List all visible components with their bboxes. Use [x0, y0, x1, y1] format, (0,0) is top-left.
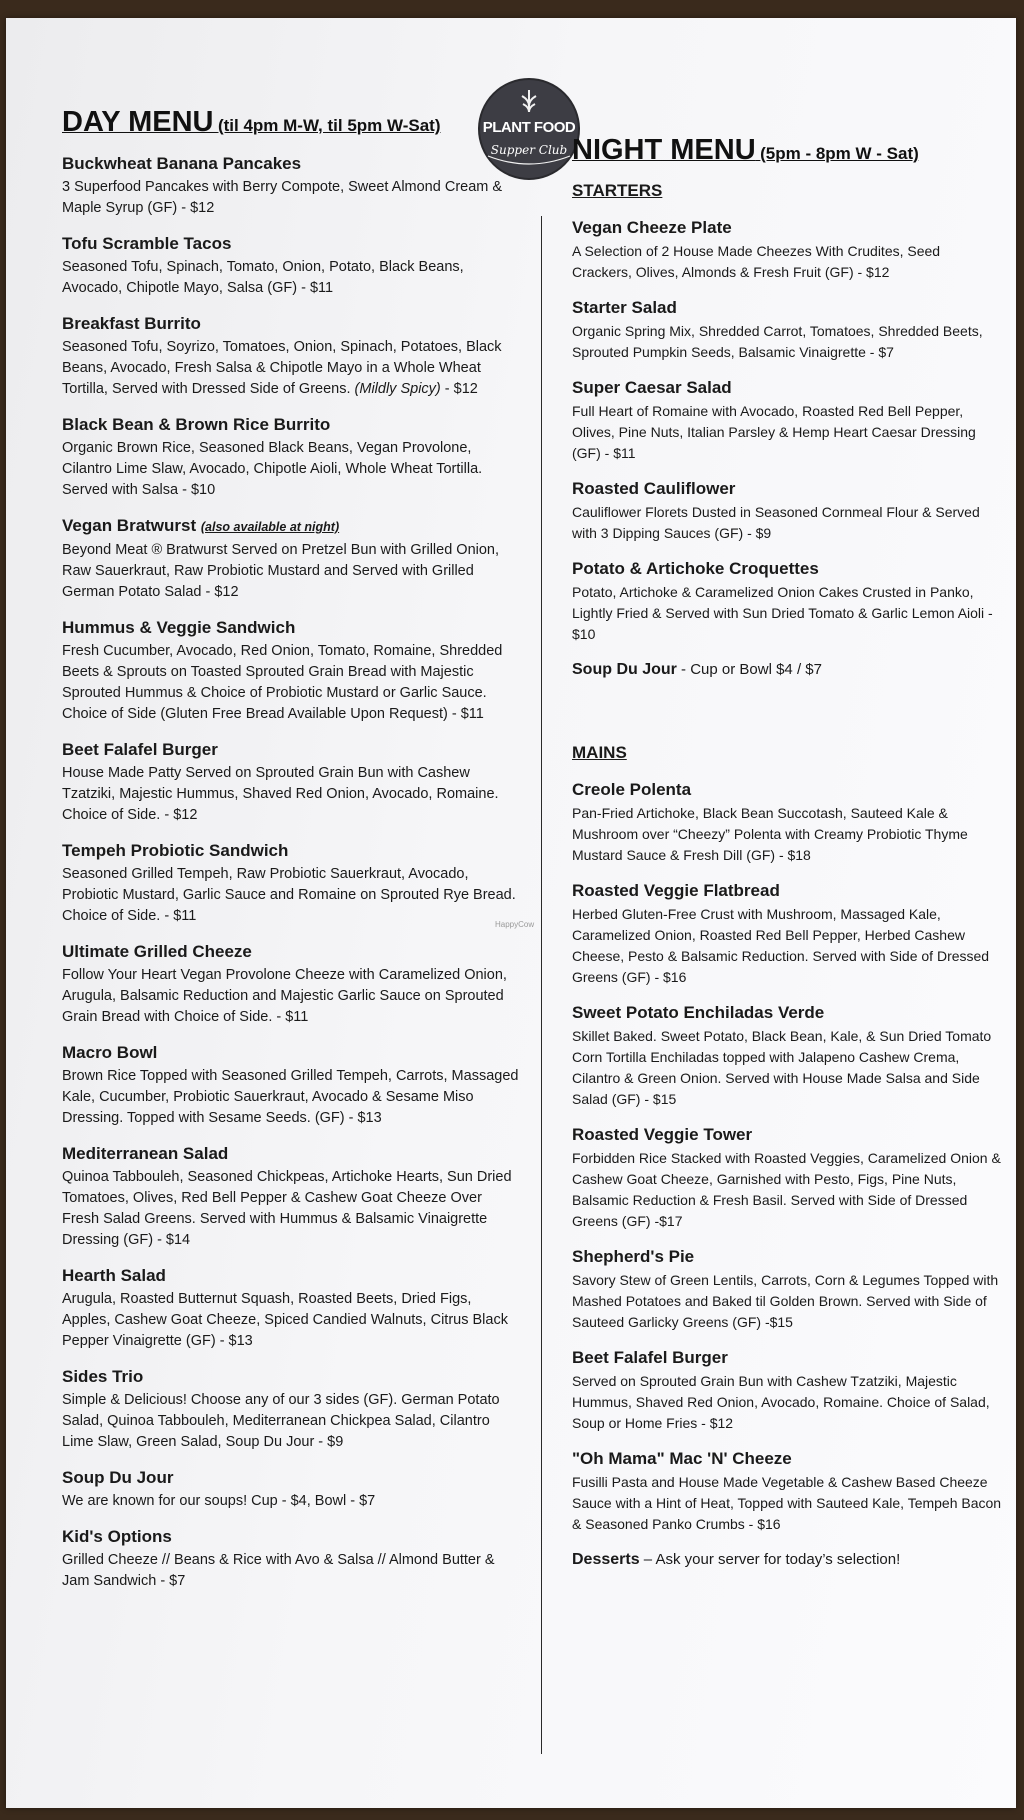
item-description: Follow Your Heart Vegan Provolone Cheeze with Caramelized Onion, Arugula, Balsamic Reduction and Majestic Garlic Sauce on Sprouted Grain Bread with Choice of Side. - $11	[62, 967, 507, 1025]
mains-heading: MAINS	[572, 743, 627, 762]
desserts-item	[572, 1549, 1002, 1571]
menu-item	[572, 1448, 1002, 1535]
item-description-text: Seasoned Tofu, Soyrizo, Tomatoes, Onion, Spinach, Potatoes, Black Beans, Avocado, Fresh Salsa & Chipotle Mayo in a Whole Wheat Tortilla, Served with Dressed Side of Greens.	[62, 339, 502, 397]
item-price: - $12	[440, 381, 478, 397]
item-description: Served on Sprouted Grain Bun with Cashew Tzatziki, Majestic Hummus, Shaved Red Onion, Avocado, Romaine. Choice of Salad, Soup or Home Fries - $12	[572, 1373, 990, 1431]
menu-item	[62, 414, 522, 501]
column-divider	[541, 216, 542, 1754]
item-name: "Oh Mama" Mac 'N' Cheeze	[572, 1449, 792, 1468]
item-description: Grilled Cheeze // Beans & Rice with Avo & Salsa // Almond Butter & Jam Sandwich - $7	[62, 1552, 495, 1589]
item-name: Black Bean & Brown Rice Burrito	[62, 415, 331, 434]
night-menu-header	[572, 134, 1002, 167]
item-name: Beet Falafel Burger	[572, 1348, 728, 1367]
item-name: Tofu Scramble Tacos	[62, 234, 232, 253]
item-name: Roasted Veggie Flatbread	[572, 881, 780, 900]
availability-note: (also available at night)	[200, 520, 340, 534]
item-name: Buckwheat Banana Pancakes	[62, 154, 302, 173]
menu-item	[62, 840, 522, 927]
item-description	[62, 337, 522, 400]
menu-item	[62, 1526, 522, 1592]
day-menu-header	[62, 106, 522, 139]
item-name: Breakfast Burrito	[62, 314, 201, 333]
night-soup-item	[572, 659, 1002, 681]
item-name: Creole Polenta	[572, 780, 692, 799]
item-name: Shepherd's Pie	[572, 1247, 695, 1266]
watermark: HappyCow	[495, 920, 535, 929]
menu-item	[572, 297, 1002, 363]
item-description: – Ask your server for today’s selection!	[639, 1551, 901, 1568]
item-description: Skillet Baked. Sweet Potato, Black Bean, Kale, & Sun Dried Tomato Corn Tortilla Enchiladas topped with Jalapeno Cashew Crema, Cilantro & Green Onion. Served with House Made Salsa and Side Salad (GF) - $15	[572, 1028, 992, 1107]
item-description: Arugula, Roasted Butternut Squash, Roasted Beets, Dried Figs, Apples, Cashew Goat Cheeze, Spiced Candied Walnuts, Citrus Black Pepper Vinaigrette (GF) - $13	[62, 1291, 508, 1349]
item-description: - Cup or Bowl $4 / $7	[676, 661, 822, 678]
item-name: Kid's Options	[62, 1527, 172, 1546]
menu-item	[62, 313, 522, 400]
starters-heading: STARTERS	[572, 181, 663, 200]
day-menu-hours: (til 4pm M-W, til 5pm W-Sat)	[217, 116, 441, 135]
menu-item	[572, 478, 1002, 544]
item-name: Roasted Cauliflower	[572, 479, 736, 498]
spice-note: (Mildly Spicy)	[354, 381, 441, 397]
menu-item	[572, 779, 1002, 866]
item-name: Vegan Bratwurst	[62, 516, 197, 535]
item-name: Starter Salad	[572, 298, 677, 317]
item-name: Mediterranean Salad	[62, 1144, 229, 1163]
item-description: Savory Stew of Green Lentils, Carrots, Corn & Legumes Topped with Mashed Potatoes and Baked til Golden Brown. Served with Side of Sauteed Garlicky Greens (GF) -$15	[572, 1272, 999, 1330]
item-description: Quinoa Tabbouleh, Seasoned Chickpeas, Artichoke Hearts, Sun Dried Tomatoes, Olives, Red Bell Pepper & Cashew Goat Cheeze Over Fresh Salad Greens. Served with Hummus & Balsamic Vinaigrette Dressing (GF) - $14	[62, 1169, 512, 1248]
item-name: Super Caesar Salad	[572, 378, 732, 397]
item-name: Soup Du Jour	[62, 1468, 174, 1487]
menu-item	[572, 1124, 1002, 1232]
menu-item	[62, 153, 522, 219]
item-description: Herbed Gluten-Free Crust with Mushroom, Massaged Kale, Caramelized Onion, Roasted Red Bell Pepper, Herbed Cashew Cheese, Pesto & Balsamic Reduction. Served with Side of Dressed Greens (GF) - $16	[572, 906, 990, 985]
item-name: Vegan Cheeze Plate	[572, 218, 732, 237]
day-menu-title: DAY MENU	[62, 106, 214, 138]
item-description: Potato, Artichoke & Caramelized Onion Cakes Crusted in Panko, Lightly Fried & Served with Sun Dried Tomato & Garlic Lemon Aioli - $10	[572, 584, 993, 642]
item-description: Seasoned Tofu, Spinach, Tomato, Onion, Potato, Black Beans, Avocado, Chipotle Mayo, Salsa (GF) - $11	[62, 259, 464, 296]
item-description: Organic Spring Mix, Shredded Carrot, Tomatoes, Shredded Beets, Sprouted Pumpkin Seeds, Balsamic Vinaigrette - $7	[572, 323, 983, 360]
item-description: Fresh Cucumber, Avocado, Red Onion, Tomato, Romaine, Shredded Beets & Sprouts on Toasted Sprouted Grain Bread with Majestic Sprouted Hummus & Choice of Probiotic Mustard or Garlic Sauce. Choice of Side (Gluten Free Bread Available Upon Request) - $11	[62, 643, 503, 722]
item-description: 3 Superfood Pancakes with Berry Compote, Sweet Almond Cream & Maple Syrup (GF) - $12	[62, 179, 503, 216]
item-description: Organic Brown Rice, Seasoned Black Beans, Vegan Provolone, Cilantro Lime Slaw, Avocado, Chipotle Aioli, Whole Wheat Tortilla. Served with Salsa - $10	[62, 440, 483, 498]
item-name: Sweet Potato Enchiladas Verde	[572, 1003, 825, 1022]
menu-item	[572, 217, 1002, 283]
logo-text-main: PLANT FOOD	[482, 119, 576, 136]
menu-item	[572, 1246, 1002, 1333]
item-name: Hummus & Veggie Sandwich	[62, 618, 296, 637]
day-menu	[62, 106, 522, 1606]
logo-text-sub: Supper Club	[490, 143, 568, 157]
item-description: Brown Rice Topped with Seasoned Grilled Tempeh, Carrots, Massaged Kale, Cucumber, Probiotic Sauerkraut, Avocado & Sesame Miso Dressing. Topped with Sesame Seeds. (GF) - $13	[62, 1068, 519, 1126]
menu-paper	[6, 18, 1016, 1808]
item-name: Hearth Salad	[62, 1266, 166, 1285]
item-description: Seasoned Grilled Tempeh, Raw Probiotic Sauerkraut, Avocado, Probiotic Mustard, Garlic Sauce and Romaine on Sprouted Rye Bread. Choice of Side. - $11	[62, 866, 516, 924]
menu-item	[62, 1467, 522, 1512]
item-name: Soup Du Jour	[572, 661, 677, 678]
item-name: Desserts	[572, 1551, 640, 1568]
night-menu-title: NIGHT MENU	[572, 134, 756, 166]
item-description: We are known for our soups! Cup - $4, Bowl - $7	[62, 1493, 376, 1509]
night-menu	[572, 134, 1002, 1585]
item-description: Fusilli Pasta and House Made Vegetable & Cashew Based Cheeze Sauce with a Hint of Heat, Topped with Sauteed Kale, Tempeh Bacon & Seasoned Panko Crumbs - $16	[572, 1474, 1002, 1532]
menu-item	[62, 233, 522, 299]
menu-item	[62, 1042, 522, 1129]
menu-item	[62, 515, 522, 603]
item-description: A Selection of 2 House Made Cheezes With Crudites, Seed Crackers, Olives, Almonds & Fresh Fruit (GF) - $12	[572, 243, 941, 280]
item-name: Beet Falafel Burger	[62, 740, 218, 759]
menu-item	[572, 377, 1002, 464]
item-description: Full Heart of Romaine with Avocado, Roasted Red Bell Pepper, Olives, Pine Nuts, Italian Parsley & Hemp Heart Caesar Dressing (GF) - $11	[572, 403, 976, 461]
menu-item	[62, 1143, 522, 1251]
item-name: Ultimate Grilled Cheeze	[62, 942, 252, 961]
menu-item	[62, 1265, 522, 1352]
item-name-row	[62, 515, 522, 538]
menu-item	[572, 558, 1002, 645]
menu-item	[572, 1347, 1002, 1434]
item-description: Simple & Delicious! Choose any of our 3 sides (GF). German Potato Salad, Quinoa Tabbouleh, Mediterranean Chickpea Salad, Cilantro Lime Slaw, Green Salad, Soup Du Jour - $9	[62, 1392, 500, 1450]
item-description: Beyond Meat ® Bratwurst Served on Pretzel Bun with Grilled Onion, Raw Sauerkraut, Raw Probiotic Mustard and Served with Grilled German Potato Salad - $12	[62, 542, 500, 600]
item-name: Tempeh Probiotic Sandwich	[62, 841, 289, 860]
item-description: Pan-Fried Artichoke, Black Bean Succotash, Sauteed Kale & Mushroom over “Cheezy” Polenta with Creamy Probiotic Thyme Mustard Sauce & Fresh Dill (GF) - $18	[572, 805, 968, 863]
item-description: House Made Patty Served on Sprouted Grain Bun with Cashew Tzatziki, Majestic Hummus, Shaved Red Onion, Avocado, Romaine. Choice of Side. - $12	[62, 765, 499, 823]
item-name: Sides Trio	[62, 1367, 144, 1386]
item-description: Cauliflower Florets Dusted in Seasoned Cornmeal Flour & Served with 3 Dipping Sauces (GF) - $9	[572, 504, 980, 541]
item-name: Potato & Artichoke Croquettes	[572, 559, 819, 578]
menu-item	[572, 1002, 1002, 1110]
menu-item	[62, 617, 522, 725]
item-name: Roasted Veggie Tower	[572, 1125, 753, 1144]
menu-item	[572, 880, 1002, 988]
night-menu-hours: (5pm - 8pm W - Sat)	[760, 144, 919, 163]
menu-item	[62, 739, 522, 826]
menu-item	[62, 941, 522, 1028]
item-description: Forbidden Rice Stacked with Roasted Veggies, Caramelized Onion & Cashew Goat Cheeze, Garnished with Pesto, Figs, Pine Nuts, Balsamic Reduction & Fresh Basil. Served with Side of Dressed Greens (GF) -$17	[572, 1150, 1001, 1229]
menu-item	[62, 1366, 522, 1453]
item-name: Macro Bowl	[62, 1043, 158, 1062]
